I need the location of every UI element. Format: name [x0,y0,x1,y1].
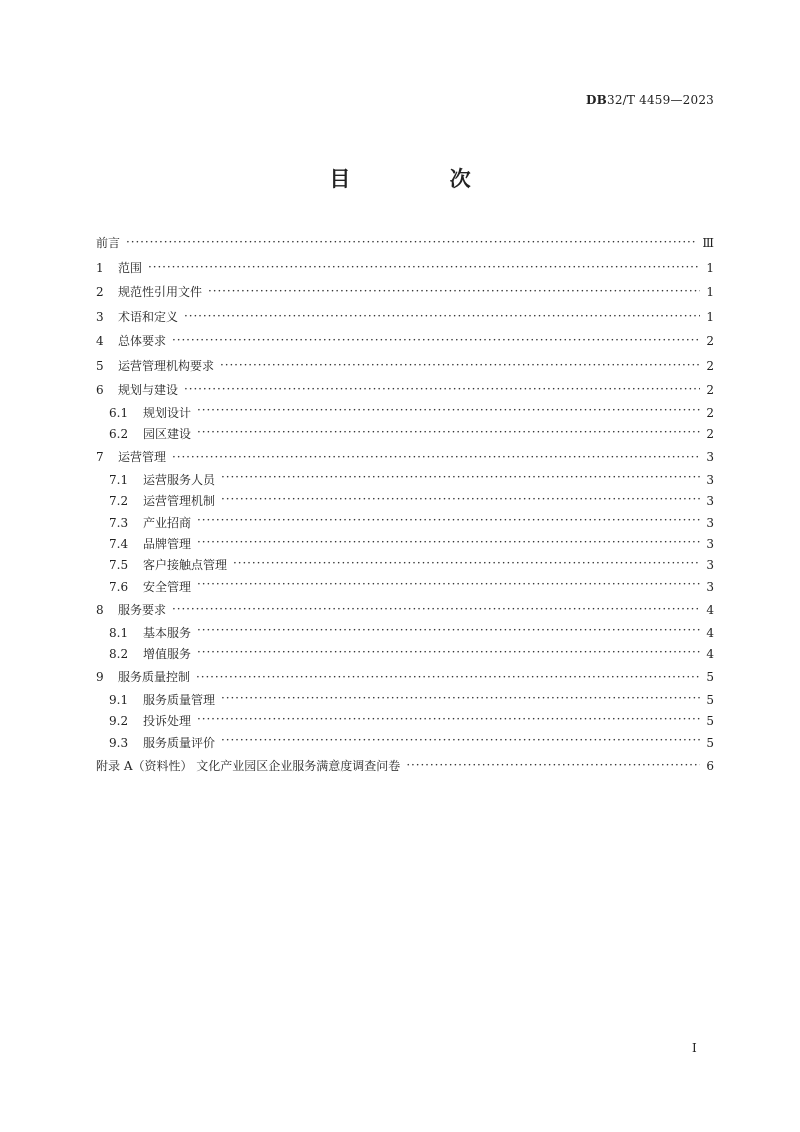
toc-entry[interactable] [96,378,714,403]
toc-entry[interactable] [96,403,714,424]
toc-entry-number: 7.3 [109,515,129,530]
toc-entry[interactable] [96,513,714,534]
toc-entry-number: 9 [96,670,104,685]
toc-entry-title: 服务要求 [118,603,167,618]
toc-dot-leader [184,384,700,396]
toc-entry-page: 5 [706,735,714,750]
toc-dot-leader [221,474,700,486]
toc-entry-title: 服务质量评价 [143,735,216,750]
toc-entry-number: 7.4 [109,536,129,551]
toc-entry[interactable] [96,665,714,690]
toc-entry-page: 2 [706,358,714,373]
toc-entry-page: 5 [706,692,714,707]
toc-dot-leader [221,496,700,508]
toc-entry-number: 9.3 [109,735,129,750]
toc-entry-title: 术语和定义 [118,309,179,324]
toc-entry-number: 3 [96,309,104,324]
toc-entry[interactable] [96,491,714,512]
toc-entry-title: 服务质量管理 [143,692,216,707]
toc-entry-title: 规范性引用文件 [118,285,203,299]
toc-entry-page: 2 [706,405,714,420]
page-number: I [692,1041,697,1055]
toc-entry-page: 3 [706,494,714,509]
toc-entry[interactable] [96,754,714,779]
toc-dot-leader [406,760,700,772]
toc-dot-leader [197,429,700,441]
toc-dot-leader [172,335,700,347]
toc-dot-leader [233,560,700,572]
toc-entry[interactable] [96,534,714,555]
toc-entry-number: 6.2 [109,426,129,441]
toc-entry-page: 1 [706,260,714,275]
toc-entry-page: 5 [706,714,714,729]
toc-entry-number: 2 [96,285,104,299]
table-of-contents [96,231,714,779]
document-code-number: 32/T 4459—2023 [606,93,714,107]
toc-entry-title: 投诉处理 [143,714,192,729]
toc-entry[interactable] [96,555,714,576]
toc-entry-number: 7 [96,450,104,465]
toc-entry[interactable] [96,623,714,644]
toc-entry-number: 8.2 [109,647,129,662]
toc-dot-leader [197,517,700,529]
toc-entry-title: 运营管理机制 [143,494,216,509]
toc-entry-page: 1 [706,309,714,324]
toc-entry[interactable] [96,577,714,598]
toc-entry-title: 园区建设 [143,426,192,441]
toc-entry-title: 规划与建设 [118,383,179,397]
toc-dot-leader [148,262,700,274]
toc-dot-leader [221,695,700,707]
toc-entry-title: 客户接触点管理 [143,558,228,573]
toc-entry-number: 9.2 [109,714,129,729]
toc-entry-number: 6.1 [109,405,129,420]
toc-dot-leader [126,237,696,249]
document-code-prefix: DB [586,93,607,107]
toc-entry-number: 5 [96,358,104,373]
toc-dot-leader [197,627,700,639]
toc-entry[interactable] [96,598,714,623]
document-code [586,93,714,107]
toc-dot-leader [172,452,700,464]
toc-entry-page: 3 [706,450,714,465]
toc-dot-leader [172,604,700,616]
toc-entry-title: 安全管理 [143,579,192,594]
toc-entry-title: 规划设计 [143,405,192,420]
toc-dot-leader [197,407,700,419]
toc-entry-number: 1 [96,260,104,275]
toc-entry-page: 3 [706,558,714,573]
toc-entry[interactable] [96,280,714,305]
toc-entry-page: 6 [706,759,714,774]
toc-entry-title: 基本服务 [143,625,192,640]
toc-entry-page: 2 [706,334,714,348]
toc-dot-leader [197,716,700,728]
toc-entry-page: 2 [706,383,714,397]
toc-entry-title: 前言 [96,236,121,250]
toc-entry[interactable] [96,690,714,711]
toc-entry-page: 1 [706,285,714,299]
toc-entry-title: 增值服务 [143,647,192,662]
toc-entry-title: 服务质量控制 [118,670,191,685]
toc-entry-page: 3 [706,515,714,530]
toc-entry-title: 运营管理 [118,450,167,465]
toc-entry-number: 8 [96,603,104,618]
toc-entry-page: 3 [706,579,714,594]
toc-entry[interactable] [96,733,714,754]
toc-dot-leader [220,360,700,372]
toc-entry[interactable] [96,231,714,256]
toc-entry-page: 3 [706,536,714,551]
toc-entry[interactable] [96,305,714,330]
toc-dot-leader [197,581,700,593]
toc-dot-leader [184,311,700,323]
toc-dot-leader [221,737,700,749]
toc-dot-leader [197,539,700,551]
toc-entry[interactable] [96,256,714,281]
toc-dot-leader [208,286,700,298]
toc-entry-title: 范围 [118,260,143,275]
toc-entry[interactable] [96,329,714,354]
page-title: 目 次 [329,167,517,191]
toc-entry-page: 4 [706,647,714,662]
toc-entry-page: 3 [706,472,714,487]
toc-entry-number: 7.5 [109,558,129,573]
toc-entry-number: 7.1 [109,472,129,487]
toc-entry[interactable] [96,711,714,732]
toc-entry[interactable] [96,445,714,470]
toc-entry-title: 运营管理机构要求 [118,358,215,373]
toc-entry-number: 8.1 [109,625,129,640]
toc-entry[interactable] [96,644,714,665]
toc-dot-leader [196,672,700,684]
toc-dot-leader [197,649,700,661]
toc-entry-page: 2 [706,426,714,441]
toc-entry[interactable] [96,470,714,491]
toc-entry-number: 7.6 [109,579,129,594]
toc-entry-title: 附录 A（资料性） 文化产业园区企业服务满意度调查问卷 [96,759,401,774]
toc-entry-number: 9.1 [109,692,129,707]
toc-entry[interactable] [96,424,714,445]
toc-entry-page: 5 [706,670,714,685]
toc-entry-title: 产业招商 [143,515,192,530]
toc-entry-title: 总体要求 [118,334,167,348]
toc-entry-page: Ⅲ [702,236,714,250]
toc-entry-title: 品牌管理 [143,536,192,551]
toc-entry-page: 4 [706,603,714,618]
toc-entry-number: 7.2 [109,494,129,509]
toc-entry-title: 运营服务人员 [143,472,216,487]
toc-entry-number: 4 [96,334,104,348]
toc-entry[interactable] [96,354,714,379]
toc-entry-page: 4 [706,625,714,640]
toc-entry-number: 6 [96,383,104,397]
